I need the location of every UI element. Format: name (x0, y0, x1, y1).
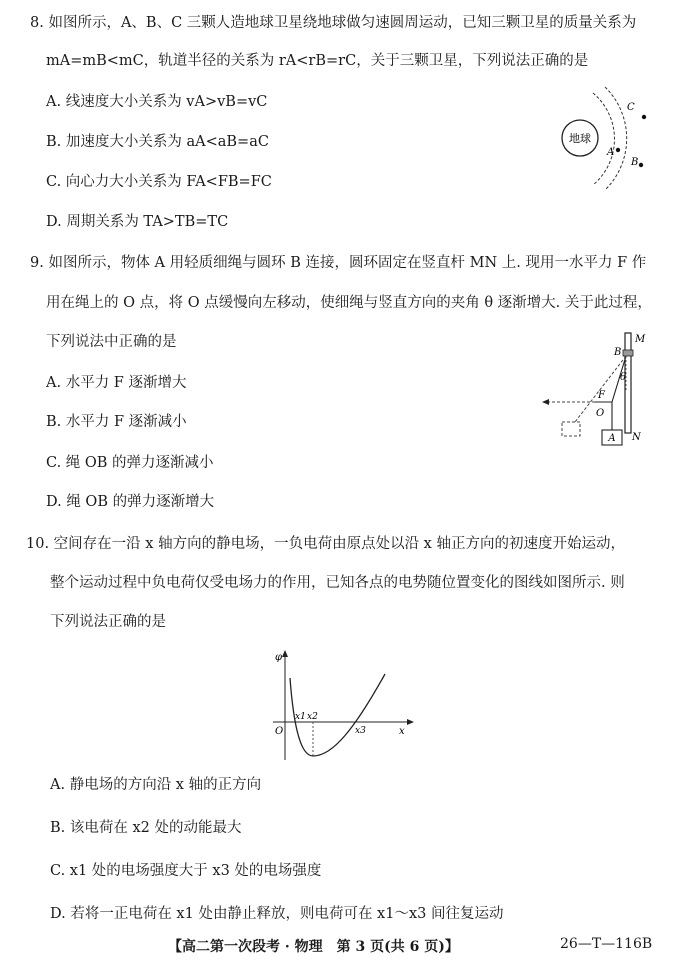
q10-potential-graph (265, 648, 415, 763)
origin-label: O (275, 726, 284, 737)
inner-orbit (593, 93, 614, 185)
x2-label: x2 (307, 712, 318, 722)
y-axis-arrow (282, 650, 288, 657)
label-o: O (596, 408, 605, 419)
q9-stem-line1: 9. 如图所示，物体 A 用轻质细绳与圆环 B 连接，圆环固定在竖直杆 MN 上. 现用一水平力 F 作 (30, 255, 647, 271)
label-f: F (598, 390, 605, 401)
label-a: A (607, 147, 615, 158)
page-footer-code: 26—T—116B (560, 936, 653, 952)
earth-label: 地球 (569, 132, 591, 145)
pole-mn (625, 333, 631, 433)
label-b: B (614, 347, 622, 358)
q8-option-b: B. 加速度大小关系为 aA<aB=aC (46, 134, 269, 150)
q10-stem-line1: 10. 空间存在一沿 x 轴方向的静电场，一负电荷由原点处以沿 x 轴正方向的初速度开始运动， (26, 536, 625, 552)
x1-label: x1 (295, 712, 306, 722)
q8-option-c: C. 向心力大小关系为 FA<FB=FC (46, 174, 272, 190)
satellite-a (616, 148, 620, 152)
q10-option-d: D. 若将一正电荷在 x1 处由静止释放，则电荷可在 x1～x3 间往复运动 (50, 906, 504, 922)
label-theta: θ (620, 372, 627, 383)
label-a: A (608, 433, 616, 444)
q8-orbit-figure (545, 85, 655, 195)
q9-option-d: D. 绳 OB 的弹力逐渐增大 (46, 494, 215, 510)
q10-option-a: A. 静电场的方向沿 x 轴的正方向 (50, 777, 262, 793)
q8-stem-line1: 8. 如图所示，A、B、C 三颗人造地球卫星绕地球做匀速圆周运动，已知三颗卫星的质量关系为 (30, 15, 637, 31)
page-footer-title: 【高二第一次段考 · 物理 第 3 页(共 6 页)】 (168, 939, 459, 955)
label-c: C (627, 102, 635, 113)
q8-option-d: D. 周期关系为 TA>TB=TC (46, 214, 229, 230)
x-axis-arrow (407, 719, 414, 725)
q10-option-b: B. 该电荷在 x2 处的动能最大 (50, 820, 242, 836)
q9-option-b: B. 水平力 F 逐渐减小 (46, 414, 187, 430)
label-m: M (635, 334, 646, 345)
arrow-head (542, 399, 549, 405)
satellite-b (639, 163, 643, 167)
q8-stem-line2: mA=mB<mC，轨道半径的关系为 rA<rB=rC，关于三颗卫星，下列说法正确的是 (46, 53, 589, 69)
q10-option-c: C. x1 处的电场强度大于 x3 处的电场强度 (50, 863, 322, 879)
label-b: B (631, 157, 639, 168)
label-n: N (632, 432, 641, 443)
x3-label: x3 (355, 726, 366, 736)
q9-stem-line2: 用在绳上的 O 点，将 O 点缓慢向左移动，使细绳与竖直方向的夹角 θ 逐渐增大. 关于此过程， (46, 295, 652, 311)
outer-orbit (605, 87, 627, 190)
satellite-c (642, 115, 646, 119)
q9-option-c: C. 绳 OB 的弹力逐渐减小 (46, 455, 214, 471)
q9-rope-figure (540, 330, 660, 450)
q9-stem-line3: 下列说法中正确的是 (46, 334, 177, 350)
x-label: x (399, 726, 405, 737)
y-label: φ (275, 652, 283, 663)
ring-b (623, 350, 633, 356)
q10-stem-line2: 整个运动过程中负电荷仅受电场力的作用，已知各点的电势随位置变化的图线如图所示. 则 (50, 575, 625, 591)
block-a-later (562, 422, 580, 436)
q9-option-a: A. 水平力 F 逐渐增大 (46, 375, 187, 391)
q8-option-a: A. 线速度大小关系为 vA>vB=vC (46, 94, 268, 110)
q10-stem-line3: 下列说法正确的是 (50, 614, 166, 630)
